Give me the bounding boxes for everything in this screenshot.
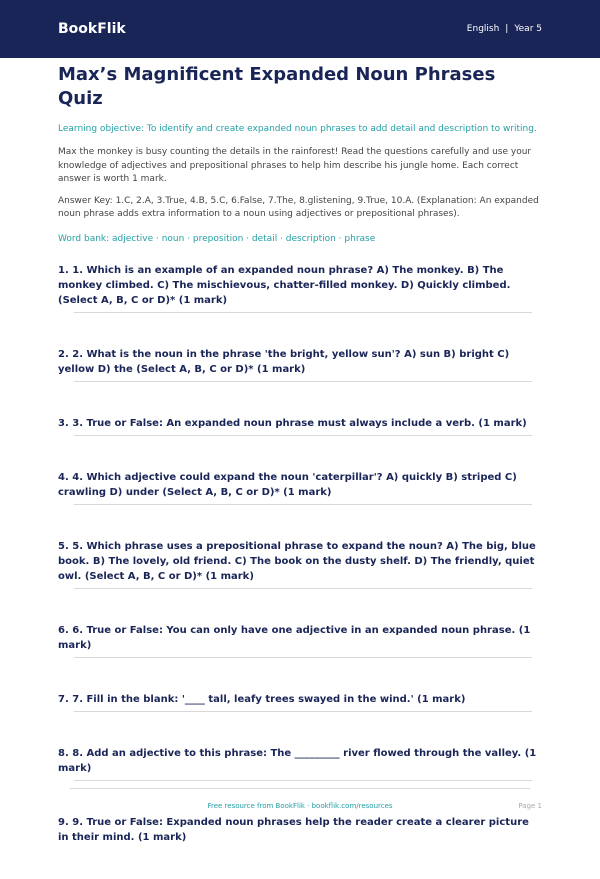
question-text: 2. 2. What is the noun in the phrase 'the bright, yellow sun'? A) sun B) bright C) yellow D) the (Select A, B, C or D)* (1 mark) bbox=[58, 348, 510, 375]
page-title: Max’s Magnificent Expanded Noun Phrases Quiz bbox=[58, 64, 496, 109]
question-item bbox=[58, 347, 542, 382]
question-text: 8. 8. Add an adjective to this phrase: The _________ river flowed through the valley. (1 mark) bbox=[58, 747, 537, 774]
answer-line[interactable] bbox=[74, 381, 532, 382]
question-item bbox=[58, 746, 542, 781]
answer-key: Answer Key: 1.C, 2.A, 3.True, 4.B, 5.C, 6.False, 7.The, 8.glistening, 9.True, 10.A. (Explanation: An expanded noun phrase adds extra information to a noun using adjectives or prepositional phrases). bbox=[58, 195, 539, 219]
question-item bbox=[58, 416, 542, 436]
answer-line[interactable] bbox=[74, 657, 532, 658]
question-text: 1. 1. Which is an example of an expanded noun phrase? A) The monkey. B) The monkey climbed. C) The mischievous, chatter-filled monkey. D) Quickly climbed. (Select A, B, C or D)* (1 mark) bbox=[58, 264, 511, 306]
intro-paragraph: Max the monkey is busy counting the details in the rainforest! Read the questions carefully and use your knowledge of adjectives and prepositional phrases to help him describe his jungle home. Each correct answer is worth 1 mark. bbox=[58, 147, 532, 184]
footer-credit[interactable]: Free resource from BookFlik · bookflik.com/resources bbox=[207, 802, 393, 810]
worksheet-content bbox=[58, 63, 542, 879]
question-item bbox=[58, 539, 542, 589]
question-text: 6. 6. True or False: You can only have one adjective in an expanded noun phrase. (1 mark) bbox=[58, 624, 531, 651]
question-text: 7. 7. Fill in the blank: '____ tall, leafy trees swayed in the wind.' (1 mark) bbox=[58, 693, 466, 705]
header-meta bbox=[467, 24, 542, 34]
question-text: 4. 4. Which adjective could expand the noun 'caterpillar'? A) quickly B) striped C) crawling D) under (Select A, B, C or D)* (1 mark) bbox=[58, 471, 517, 498]
question-list bbox=[58, 263, 542, 845]
subject-label: English bbox=[466, 24, 500, 34]
footer-divider bbox=[70, 788, 530, 789]
question-item bbox=[58, 470, 542, 505]
page-number: Page 1 bbox=[518, 802, 542, 810]
answer-line[interactable] bbox=[74, 588, 532, 589]
answer-line[interactable] bbox=[74, 312, 532, 313]
answer-line[interactable] bbox=[74, 435, 532, 436]
meta-separator: | bbox=[505, 24, 509, 34]
header-bar bbox=[0, 0, 600, 58]
question-item bbox=[58, 623, 542, 658]
question-item bbox=[58, 263, 542, 313]
question-text: 3. 3. True or False: An expanded noun phrase must always include a verb. (1 mark) bbox=[58, 417, 527, 429]
brand-logo[interactable]: BookFlik bbox=[58, 21, 126, 37]
answer-line[interactable] bbox=[74, 504, 532, 505]
year-label: Year 5 bbox=[514, 24, 542, 34]
question-text: 5. 5. Which phrase uses a prepositional phrase to expand the noun? A) The big, blue book. B) The lovely, old friend. C) The book on the dusty shelf. D) The friendly, quiet owl. (Select A, B, C or D)* (1 mark) bbox=[58, 540, 536, 582]
question-item bbox=[58, 692, 542, 712]
learning-objective: Learning objective: To identify and create expanded noun phrases to add detail and description to writing. bbox=[58, 124, 537, 134]
question-text: 9. 9. True or False: Expanded noun phrases help the reader create a clearer picture in their mind. (1 mark) bbox=[58, 816, 529, 843]
question-item bbox=[58, 815, 542, 845]
answer-line[interactable] bbox=[74, 711, 532, 712]
answer-line[interactable] bbox=[74, 780, 532, 781]
word-bank: Word bank: adjective · noun · preposition · detail · description · phrase bbox=[58, 233, 376, 244]
